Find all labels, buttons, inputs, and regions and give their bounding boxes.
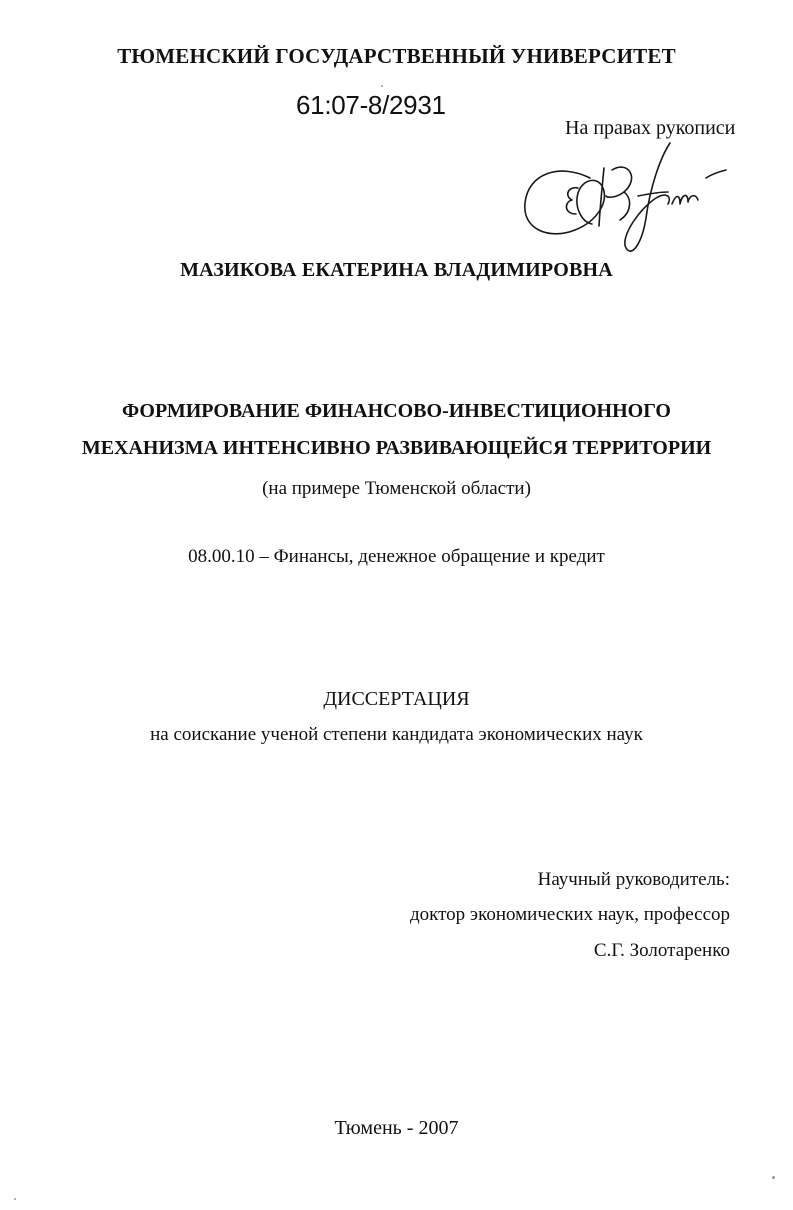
scan-speck (14, 1198, 16, 1200)
document-type: ДИССЕРТАЦИЯ (323, 688, 470, 710)
supervisor-title: доктор экономических наук, профессор (409, 904, 730, 925)
manuscript-rights-note: На правах рукописи (565, 117, 736, 139)
degree-statement: на соискание ученой степени кандидата экономических наук (150, 724, 643, 745)
city-year: Тюмень - 2007 (334, 1117, 459, 1139)
thesis-title-line-1: ФОРМИРОВАНИЕ ФИНАНСОВО-ИНВЕСТИЦИОННОГО (122, 400, 671, 422)
university-name: ТЮМЕНСКИЙ ГОСУДАРСТВЕННЫЙ УНИВЕРСИТЕТ (117, 44, 676, 68)
supervisor-name: С.Г. Золотаренко (593, 940, 730, 961)
specialty-code: 08.00.10 – Финансы, денежное обращение и кредит (188, 546, 605, 567)
scan-speck (381, 85, 383, 87)
author-name: МАЗИКОВА ЕКАТЕРИНА ВЛАДИМИРОВНА (180, 259, 613, 281)
scan-speck (772, 1176, 775, 1179)
archive-code: 61:07-8/2931 (296, 90, 446, 120)
supervisor-label: Научный руководитель: (537, 869, 730, 890)
thesis-subtitle: (на примере Тюменской области) (262, 478, 531, 499)
thesis-title-line-2: МЕХАНИЗМА ИНТЕНСИВНО РАЗВИВАЮЩЕЙСЯ ТЕРРИТОРИИ (81, 437, 712, 459)
handwritten-signature-icon (520, 138, 730, 263)
